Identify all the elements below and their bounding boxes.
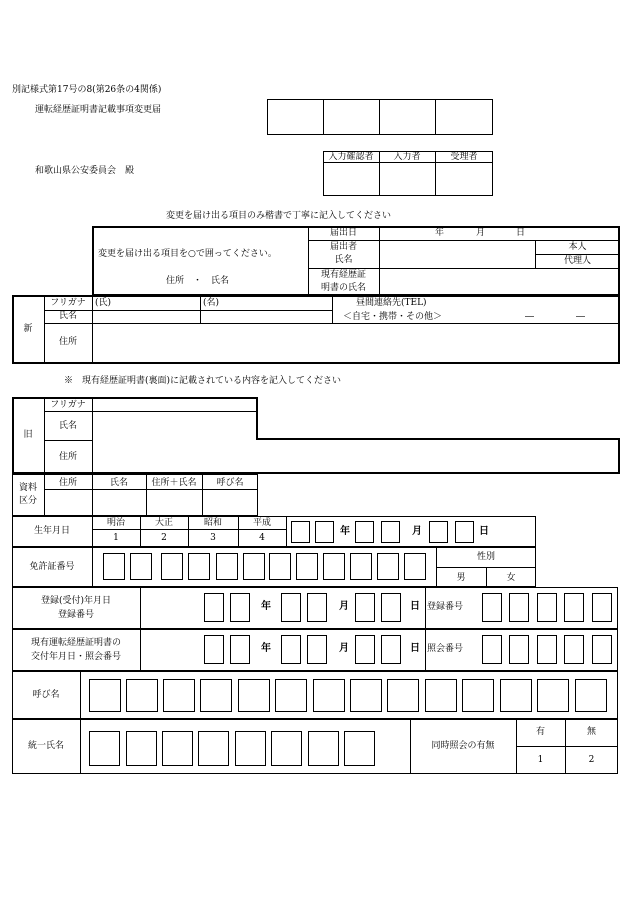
material-option-call-name[interactable]: 呼び名 [216, 478, 244, 488]
filer-label-2: 氏名 [334, 255, 353, 265]
birth-label: 生年月日 [33, 526, 70, 536]
license-digit[interactable] [243, 553, 265, 580]
unified-name-char[interactable] [308, 731, 339, 766]
inquiry-number-digit[interactable] [482, 635, 502, 664]
birth-day-digit-2[interactable] [455, 521, 474, 543]
filer-type-agent[interactable]: 代理人 [563, 256, 591, 266]
tel-label: 昼間連絡先(TEL) [356, 298, 427, 308]
simultaneous-code-yes: 1 [537, 755, 544, 765]
license-digit[interactable] [350, 553, 372, 580]
new-name-label: 氏名 [58, 311, 77, 321]
inquiry-number-digit[interactable] [509, 635, 529, 664]
old-name-field[interactable] [93, 412, 255, 438]
era-code-2: 2 [161, 533, 167, 543]
issue-label-1: 現有運転経歴証明書の [30, 638, 121, 648]
call-name-char[interactable] [425, 679, 457, 712]
old-address-label: 住所 [58, 452, 77, 462]
back-side-instruction: ※ 現有経歴証明書(裏面)に記載されている内容を記入してください [64, 376, 342, 386]
new-given-name-field[interactable] [201, 311, 331, 322]
filing-date-day-unit: 日 [516, 228, 526, 238]
gender-label: 性別 [476, 552, 495, 562]
license-digit[interactable] [269, 553, 291, 580]
birth-year-unit: 年 [340, 526, 350, 537]
birth-month-unit: 月 [412, 526, 422, 537]
license-label: 免許証番号 [29, 562, 75, 572]
license-digit[interactable] [377, 553, 399, 580]
holder-name-label-1: 現有経歴証 [320, 270, 366, 280]
license-digit[interactable] [404, 553, 426, 580]
main-instruction: 変更を届け出る項目のみ楷書で丁寧に記入してください [166, 211, 392, 221]
filer-name-field[interactable] [380, 241, 534, 267]
material-label-2: 区分 [18, 496, 37, 506]
tel-dash-1: ― [525, 312, 534, 322]
era-heisei[interactable]: 平成 [252, 518, 271, 528]
registration-month-unit: 月 [339, 601, 349, 612]
new-address-field[interactable] [93, 324, 618, 362]
tel-options[interactable]: ＜自宅・携帯・その他＞ [343, 312, 443, 322]
registration-year-digit[interactable] [204, 593, 224, 622]
new-side-label: 新 [23, 324, 33, 334]
birth-day-unit: 日 [479, 526, 489, 537]
call-name-char[interactable] [89, 679, 121, 712]
era-taisho[interactable]: 大正 [154, 518, 173, 528]
registration-number-digit[interactable] [592, 593, 612, 622]
new-furigana-label: フリガナ [50, 298, 86, 308]
era-code-1: 1 [113, 533, 119, 543]
inquiry-number-digit[interactable] [592, 635, 612, 664]
registration-day-digit[interactable] [355, 593, 375, 622]
stamp-header-receiver: 受理者 [450, 152, 478, 162]
registration-number-digit[interactable] [537, 593, 557, 622]
call-name-char[interactable] [238, 679, 270, 712]
new-surname-label: (氏) [95, 298, 112, 308]
registration-number-digit[interactable] [482, 593, 502, 622]
stamp-header-confirm: 入力確認者 [328, 152, 374, 162]
issue-day-unit: 日 [410, 643, 420, 654]
simultaneous-yes[interactable]: 有 [535, 727, 545, 737]
registration-month-digit[interactable] [307, 593, 327, 622]
gender-female[interactable]: 女 [506, 573, 516, 583]
filer-type-self[interactable]: 本人 [568, 242, 587, 252]
birth-month-digit-1[interactable] [355, 521, 374, 543]
license-digit[interactable] [103, 553, 125, 580]
issue-month-digit[interactable] [307, 635, 327, 664]
old-address-field[interactable] [93, 441, 617, 471]
registration-number-label: 登録番号 [427, 602, 464, 612]
holder-name-field[interactable] [380, 269, 618, 295]
call-name-label: 呼び名 [32, 690, 60, 700]
filing-date-month-unit: 月 [476, 228, 486, 238]
era-code-4: 4 [259, 533, 265, 543]
material-label-1: 資料 [18, 483, 37, 493]
birth-year-digit-2[interactable] [315, 521, 334, 543]
issue-year-unit: 年 [261, 643, 271, 654]
simultaneous-no[interactable]: 無 [586, 727, 596, 737]
call-name-char[interactable] [163, 679, 195, 712]
material-option-name[interactable]: 氏名 [109, 478, 128, 488]
inquiry-number-label: 照会番号 [427, 644, 464, 654]
issue-day-digit[interactable] [381, 635, 401, 664]
registration-year-unit: 年 [261, 601, 271, 612]
registration-year-digit[interactable] [230, 593, 250, 622]
birth-day-digit-1[interactable] [429, 521, 448, 543]
simultaneous-code-no: 2 [588, 755, 595, 765]
registration-day-unit: 日 [410, 601, 420, 612]
new-surname-field[interactable] [93, 311, 199, 322]
simultaneous-label: 同時照会の有無 [431, 741, 495, 751]
license-digit[interactable] [216, 553, 238, 580]
unified-name-char[interactable] [198, 731, 229, 766]
call-name-char[interactable] [313, 679, 345, 712]
unified-name-char[interactable] [344, 731, 375, 766]
call-name-char[interactable] [500, 679, 532, 712]
filing-date-label: 届出日 [329, 228, 357, 238]
call-name-char[interactable] [126, 679, 158, 712]
license-digit[interactable] [188, 553, 210, 580]
registration-label-1: 登録(受付)年月日 [40, 596, 112, 606]
call-name-char[interactable] [462, 679, 494, 712]
inquiry-number-digit[interactable] [537, 635, 557, 664]
unified-name-char[interactable] [162, 731, 193, 766]
license-digit[interactable] [130, 553, 152, 580]
old-side-label: 旧 [23, 430, 33, 440]
unified-name-char[interactable] [235, 731, 266, 766]
old-name-label: 氏名 [58, 421, 77, 431]
birth-year-digit-1[interactable] [291, 521, 310, 543]
era-meiji[interactable]: 明治 [106, 518, 125, 528]
license-digit[interactable] [296, 553, 318, 580]
stamp-header-input: 入力者 [393, 152, 421, 162]
material-option-address[interactable]: 住所 [58, 478, 77, 488]
era-showa[interactable]: 昭和 [203, 518, 222, 528]
registration-day-digit[interactable] [381, 593, 401, 622]
issue-month-unit: 月 [339, 643, 349, 654]
new-address-label: 住所 [58, 337, 77, 347]
unified-name-char[interactable] [271, 731, 302, 766]
registration-month-digit[interactable] [281, 593, 301, 622]
unified-name-label: 統一氏名 [27, 741, 64, 751]
license-digit[interactable] [323, 553, 345, 580]
unified-name-char[interactable] [89, 731, 120, 766]
issue-day-digit[interactable] [355, 635, 375, 664]
form-title: 運転経歴証明書記載事項変更届 [35, 105, 162, 115]
issue-year-digit[interactable] [230, 635, 250, 664]
gender-male[interactable]: 男 [456, 573, 466, 583]
circle-prompt: 変更を届け出る項目を○で囲ってください。 [98, 249, 277, 259]
call-name-char[interactable] [350, 679, 382, 712]
call-name-char[interactable] [200, 679, 232, 712]
registration-number-digit[interactable] [509, 593, 529, 622]
tel-dash-2: ― [576, 312, 585, 322]
unified-name-char[interactable] [126, 731, 157, 766]
registration-label-2: 登録番号 [57, 610, 94, 620]
material-option-both[interactable]: 住所＋氏名 [151, 478, 197, 488]
form-number: 別記様式第17号の8(第26条の4関係) [12, 85, 162, 95]
filing-date-year-unit: 年 [435, 228, 445, 238]
era-code-3: 3 [210, 533, 216, 543]
old-furigana-label: フリガナ [50, 400, 86, 410]
issue-year-digit[interactable] [204, 635, 224, 664]
filing-date-field[interactable] [380, 227, 618, 239]
addressee: 和歌山県公安委員会 殿 [35, 166, 135, 176]
inquiry-number-digit[interactable] [564, 635, 584, 664]
issue-label-2: 交付年月日・照会番号 [30, 652, 121, 662]
change-options[interactable]: 住所 ・ 氏名 [166, 276, 230, 286]
top-stamp-boxes[interactable] [267, 99, 493, 135]
holder-name-label-2: 明書の氏名 [320, 283, 366, 293]
call-name-char[interactable] [387, 679, 419, 712]
new-given-name-label: (名) [203, 298, 220, 308]
call-name-char[interactable] [275, 679, 307, 712]
license-digit[interactable] [161, 553, 183, 580]
registration-number-digit[interactable] [564, 593, 584, 622]
birth-month-digit-2[interactable] [381, 521, 400, 543]
filer-label-1: 届出者 [329, 242, 357, 252]
call-name-char[interactable] [537, 679, 569, 712]
issue-month-digit[interactable] [281, 635, 301, 664]
call-name-char[interactable] [575, 679, 607, 712]
